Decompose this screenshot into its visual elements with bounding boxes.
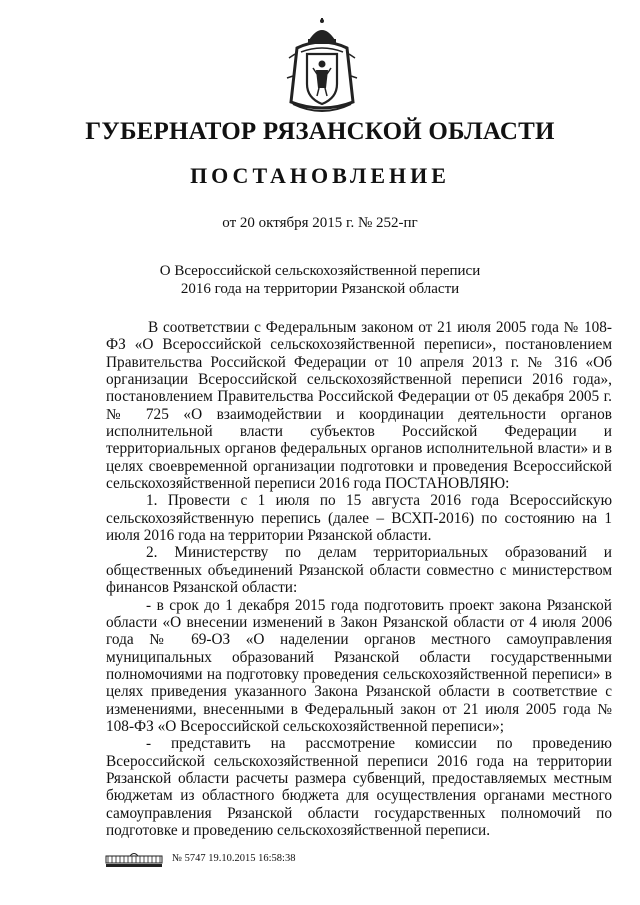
document-subject [0,262,640,298]
item-2-dash-2-paragraph: - представить на рассмотрение комиссии по проведению Всероссийской сельскохозяйственной переписи 2016 года на территории Рязанской области расчеты размера субвенций, предоставляемых местным бюджетам из областного бюджета для осуществления органами местного самоуправления Рязанской области государственных полномочий по подготовке и проведению сельскохозяйственной переписи. [106,735,612,839]
registry-building-logo [104,851,164,869]
coat-of-arms-emblem [283,18,361,118]
document-type: ПОСТАНОВЛЕНИЕ [190,163,450,188]
registration-footer [104,851,364,871]
issuer-title: ГУБЕРНАТОР РЯЗАНСКОЙ ОБЛАСТИ [85,118,555,145]
document-body [106,319,612,839]
document-date-number: от 20 октября 2015 г. № 252-пг [222,215,418,231]
subject-line-1: О Всероссийской сельскохозяйственной переписи [159,263,481,279]
registration-stamp: № 5747 19.10.2015 16:58:38 [172,853,296,864]
item-2-dash-1-paragraph: - в срок до 1 декабря 2015 года подготовить проект закона Рязанской области «О внесении изменений в Закон Рязанской области от 4 июля 2006 года № 69-ОЗ «О наделении органов местного самоуправления муниципальных образований Рязанской области государственными полномочиями на подготовку проведения сельскохозяйственной переписи» в целях приведения указанного Закона Рязанской области в соответствие с изменениями, внесенными в Федеральный закон от 21 июля 2005 года № 108-ФЗ «О Всероссийской сельскохозяйственной переписи»; [106,596,612,735]
subject-line-2: 2016 года на территории Рязанской области [180,281,460,297]
item-2-paragraph: 2. Министерству по делам территориальных образований и общественных объединений Рязанской области совместно с министерством финансов Рязанской области: [106,544,612,597]
preamble-paragraph: В соответствии с Федеральным законом от 21 июля 2005 года № 108-ФЗ «О Всероссийской сельскохозяйственной переписи», постановлением Правительства Российской Федерации от 10 апреля 2013 г. № 316 «Об организации Всероссийской сельскохозяйственной переписи 2016 года», постановлением Правительства Российской Федерации от 05 декабря 2005 г. № 725 «О взаимодействии и координации деятельности органов исполнительной власти субъектов Российской Федерации и территориальных органов федеральных органов исполнительной власти» и в целях своевременной организации подготовки и проведения Всероссийской сельскохозяйственной переписи 2016 года ПОСТАНОВЛЯЮ: [106,319,612,493]
item-1-paragraph: 1. Провести с 1 июля по 15 августа 2016 года Всероссийскую сельскохозяйственную перепись (далее – ВСХП-2016) по состоянию на 1 июля 2016 года на территории Рязанской области. [106,492,612,545]
